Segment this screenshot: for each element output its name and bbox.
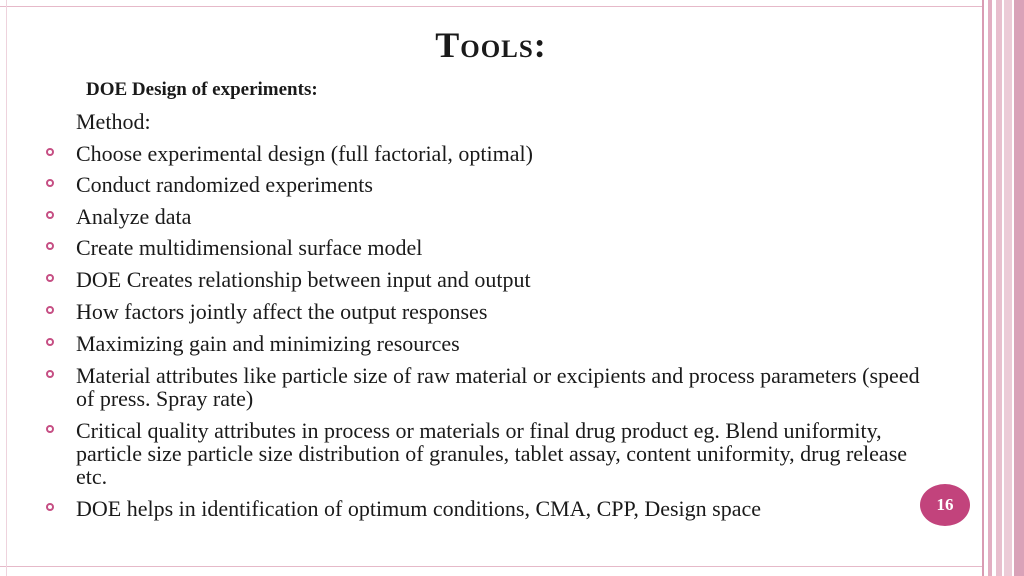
bullet-text: Maximizing gain and minimizing resources <box>76 331 460 356</box>
bullet-circle-icon <box>46 242 54 250</box>
slide-title: Tools: <box>435 25 547 65</box>
list-item <box>76 142 936 165</box>
list-item <box>76 419 936 488</box>
bullet-circle-icon <box>46 503 54 511</box>
bullet-text: Critical quality attributes in process or materials or final drug product eg. Blend uniformity, particle size particle size distribution of granules, tablet assay, content uniformity, drug release etc. <box>76 418 908 489</box>
bullet-circle-icon <box>46 211 54 219</box>
bullet-circle-icon <box>46 179 54 187</box>
bullet-circle-icon <box>46 274 54 282</box>
decorative-stripe <box>1014 0 1024 576</box>
bullet-text: Choose experimental design (full factorial, optimal) <box>76 141 533 166</box>
bullet-text: Conduct randomized experiments <box>76 172 373 197</box>
decorative-stripe <box>988 0 992 576</box>
bullet-circle-icon <box>46 306 54 314</box>
list-item <box>76 268 936 291</box>
page-number-badge: 16 <box>920 484 970 526</box>
bullet-circle-icon <box>46 370 54 378</box>
bullet-text: Create multidimensional surface model <box>76 235 423 260</box>
decorative-stripe <box>996 0 1002 576</box>
bullet-text: How factors jointly affect the output responses <box>76 299 488 324</box>
bullet-text: DOE helps in identification of optimum conditions, CMA, CPP, Design space <box>76 496 762 521</box>
decorative-stripe <box>982 0 984 576</box>
bullet-text: DOE Creates relationship between input and output <box>76 267 531 292</box>
list-item <box>76 173 936 196</box>
list-item <box>76 300 936 323</box>
list-item <box>76 497 936 520</box>
decorative-stripe <box>1004 0 1012 576</box>
bullet-text: Material attributes like particle size of raw material or excipients and process parameters (speed of press. Spray rate) <box>76 363 920 411</box>
method-label: Method: <box>76 109 151 134</box>
list-item <box>76 236 936 259</box>
list-item <box>76 332 936 355</box>
list-item <box>76 364 936 410</box>
bullet-circle-icon <box>46 338 54 346</box>
slide-subtitle: DOE Design of experiments: <box>86 79 318 100</box>
bullet-text: Analyze data <box>76 204 192 229</box>
bullet-circle-icon <box>46 425 54 433</box>
bullet-circle-icon <box>46 148 54 156</box>
list-item <box>76 205 936 228</box>
